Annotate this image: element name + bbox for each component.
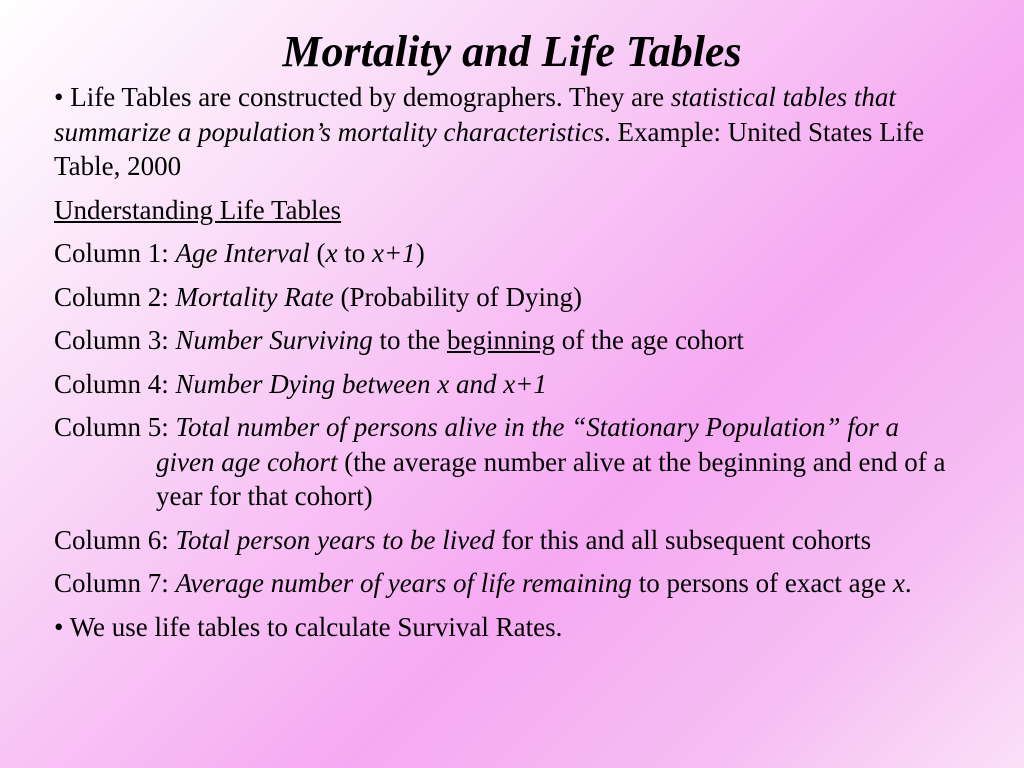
- intro-italic: statistical tables that summarize a population’s mortality characteristics: [54, 82, 896, 147]
- intro-text-2: . Example: United States Life Table, 2000: [54, 116, 925, 181]
- column-7-italic: Average number of years of life remaining: [175, 568, 632, 598]
- column-7-rest: to persons of exact age: [631, 568, 893, 598]
- column-7-label: Column 7:: [54, 568, 176, 598]
- column-2-rest: (Probability of Dying): [333, 281, 582, 312]
- column-7-line: [54, 566, 954, 601]
- column-1-italic: Age Interval: [175, 238, 310, 268]
- column-7-x: x: [892, 568, 905, 598]
- column-1-open: (: [309, 238, 326, 268]
- intro-text-1: Life Tables are constructed by demographers. They are: [70, 82, 671, 112]
- column-4-label: Column 4:: [54, 368, 176, 399]
- closing-paragraph: [54, 610, 954, 645]
- intro-paragraph: [54, 80, 954, 184]
- column-3-italic: Number Surviving: [175, 325, 373, 355]
- column-6-rest: for this and all subsequent cohorts: [494, 524, 872, 555]
- column-2-label: Column 2:: [54, 281, 176, 312]
- column-2-line: [54, 280, 954, 315]
- column-2-italic: Mortality Rate: [175, 281, 334, 312]
- column-3-rest-b: of the age cohort: [555, 325, 744, 355]
- column-1-x: x: [325, 238, 338, 268]
- column-3-label: Column 3:: [54, 325, 176, 355]
- column-5-line: [54, 410, 954, 514]
- column-5-italic: Total number of persons alive in the “Stationary Population” for a given age cohort: [156, 412, 900, 477]
- column-5-rest: (the average number alive at the beginning and end of a year for that cohort): [156, 446, 946, 511]
- column-3-underlined: beginning: [447, 325, 555, 355]
- column-5-label: Column 5:: [54, 412, 176, 442]
- column-4-italic: Number Dying between x and x+1: [175, 368, 547, 399]
- slide-body: [54, 80, 954, 653]
- column-1-x1: x+1: [371, 238, 416, 268]
- column-6-line: [54, 523, 954, 558]
- column-3-rest-a: to the: [372, 325, 447, 355]
- column-3-line: [54, 323, 954, 358]
- slide-title: Mortality and Life Tables: [282, 27, 742, 76]
- closing-text: We use life tables to calculate Survival Rates.: [69, 611, 563, 642]
- column-7-end: .: [904, 568, 912, 598]
- column-1-line: [54, 236, 954, 271]
- column-1-close: ): [415, 238, 425, 268]
- section-heading: Understanding Life Tables: [54, 194, 342, 225]
- column-1-label: Column 1:: [54, 238, 176, 268]
- bullet-icon: •: [54, 82, 64, 112]
- column-4-line: [54, 367, 954, 402]
- column-1-to: to: [337, 238, 372, 268]
- bullet-icon: •: [54, 611, 64, 642]
- column-6-italic: Total person years to be lived: [175, 524, 495, 555]
- column-6-label: Column 6:: [54, 524, 176, 555]
